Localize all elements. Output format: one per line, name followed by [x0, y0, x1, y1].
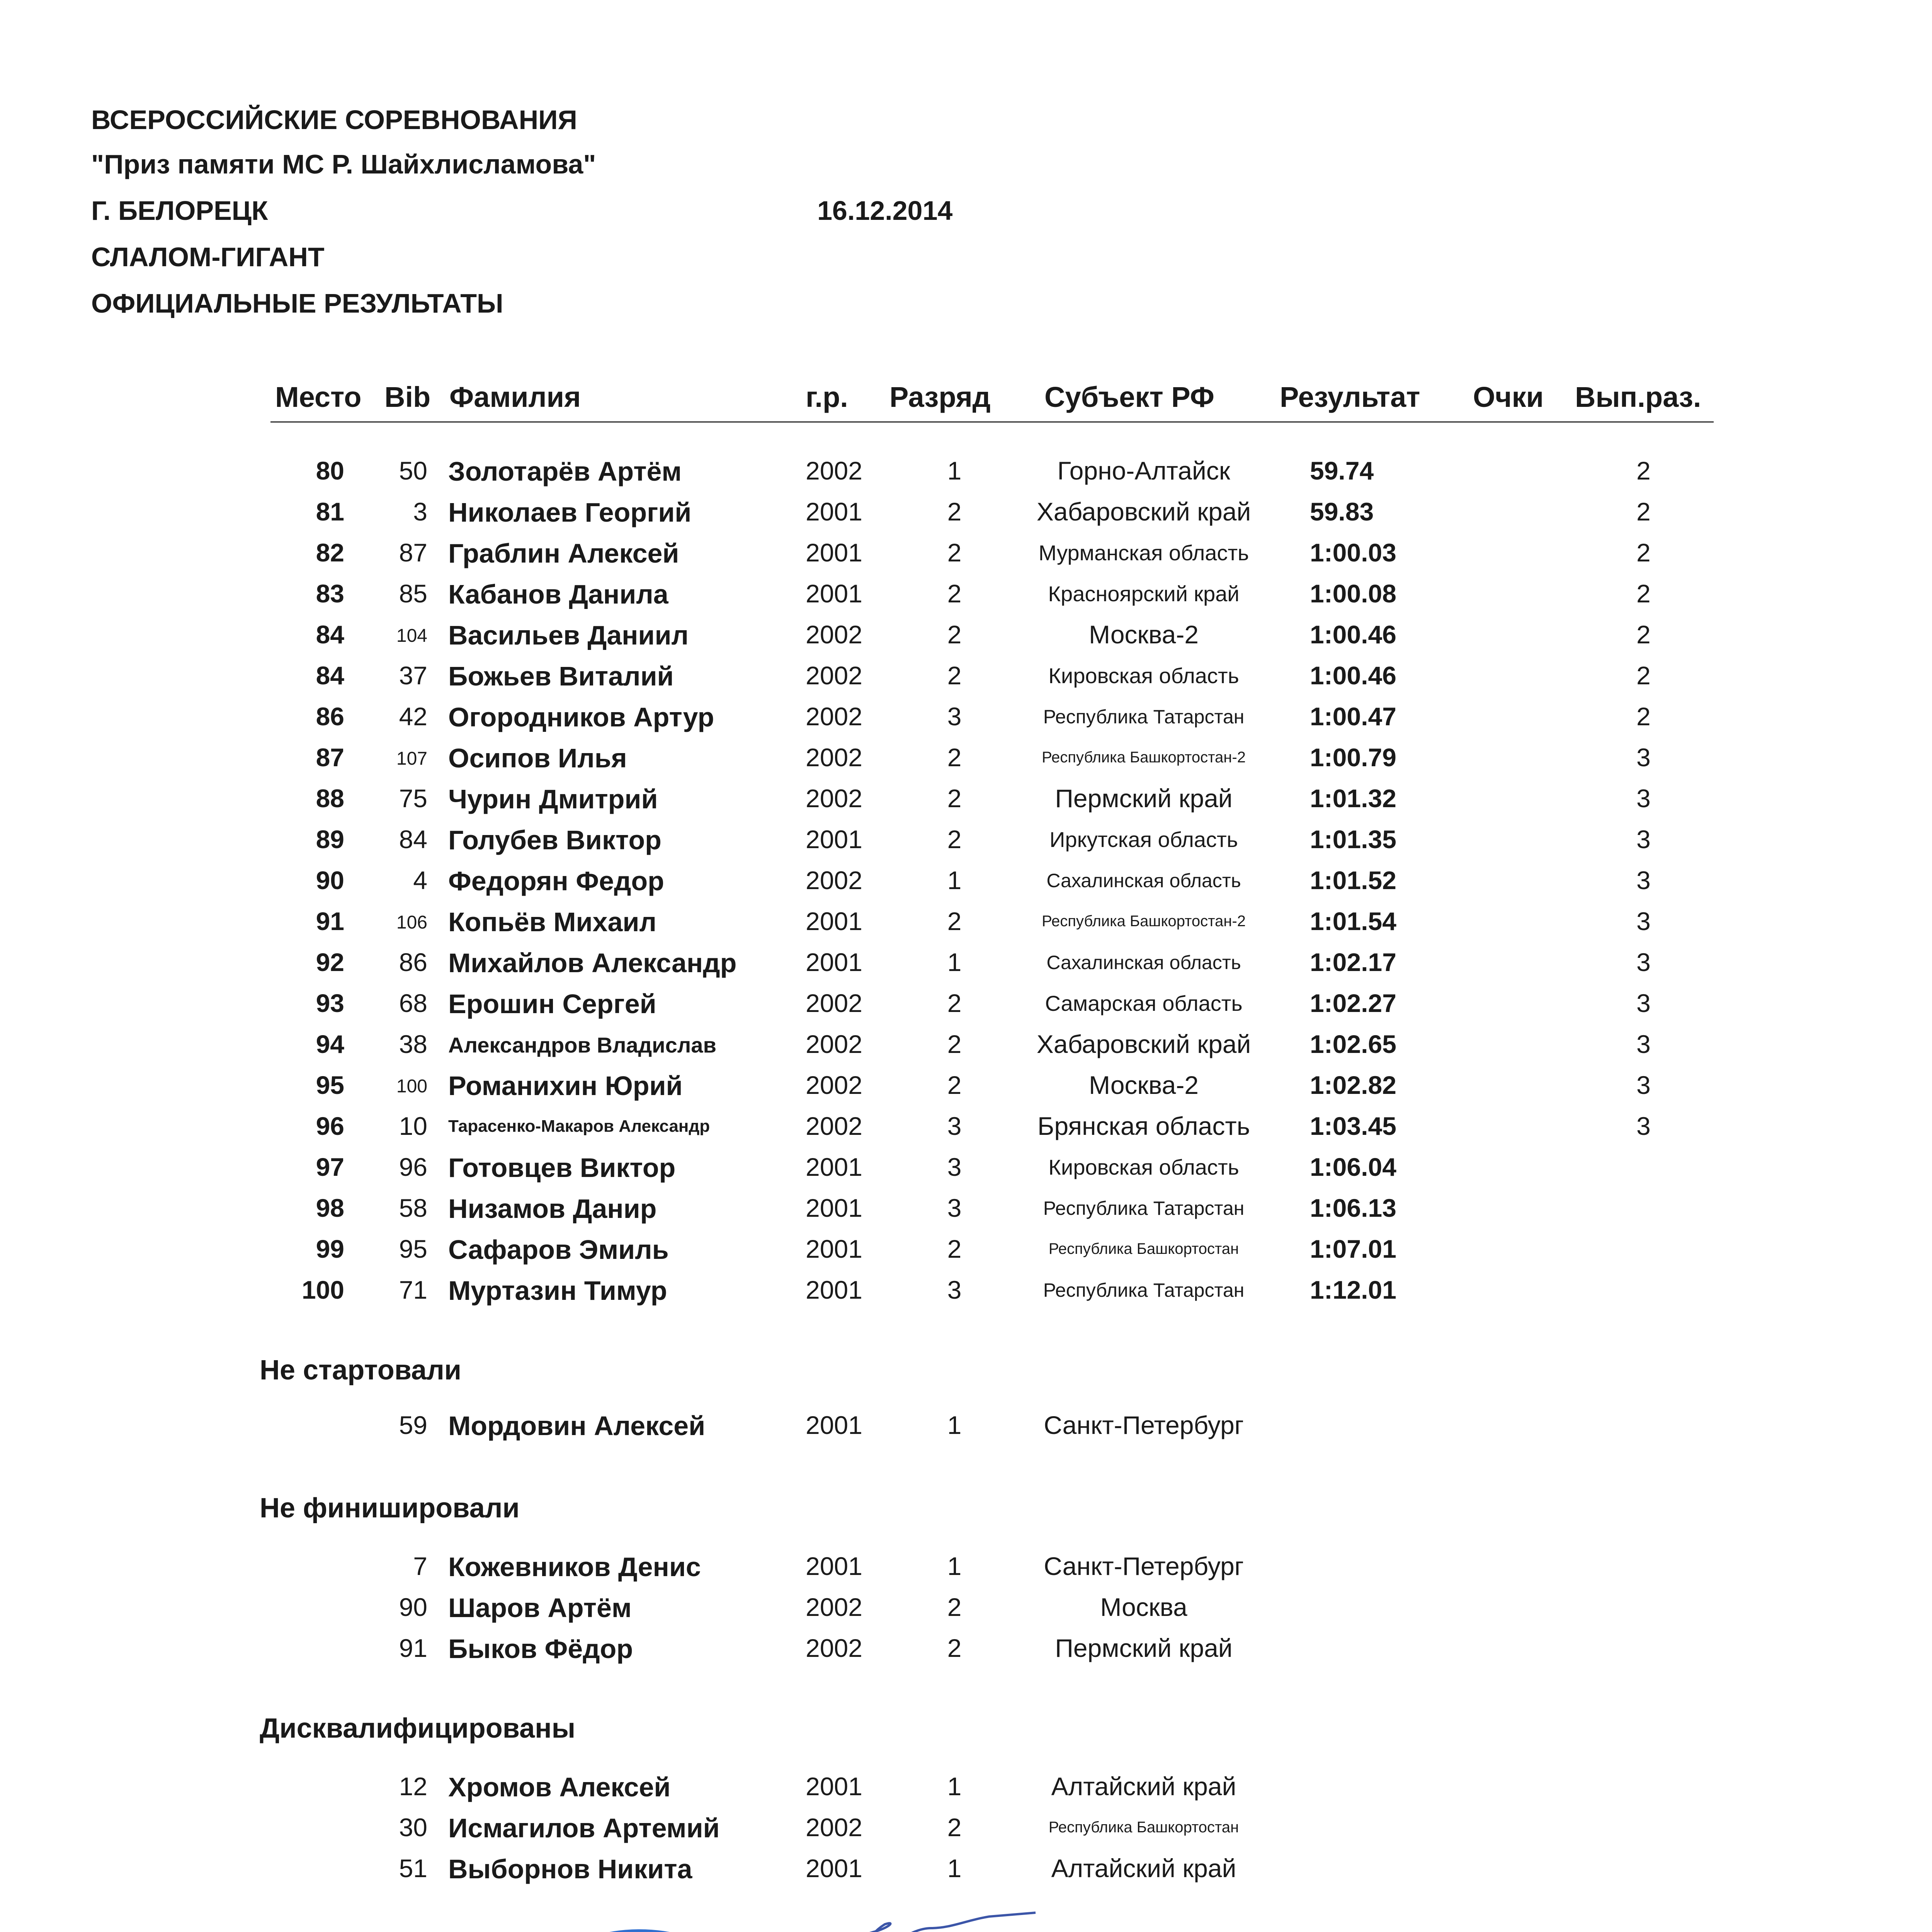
- rank-cell: 2: [947, 538, 962, 567]
- result-cell: 1:00.47: [1310, 702, 1396, 731]
- table-row: 83 85 Кабанов Данила 2001 2 Красноярский край 1:00.08 2: [0, 579, 1932, 619]
- name-cell: Ерошин Сергей: [448, 989, 656, 1019]
- dns-title: Не стартовали: [260, 1355, 462, 1386]
- table-row: 99 95 Сафаров Эмиль 2001 2 Республика Башкортостан 1:07.01: [0, 1234, 1932, 1275]
- col-subject: Субъект РФ: [1044, 381, 1214, 413]
- result-cell: 1:00.46: [1310, 661, 1396, 690]
- table-row: 96 10 Тарасенко-Макаров Александр 2002 3 Брянская область 1:03.45 3: [0, 1111, 1932, 1152]
- name-cell: Выборнов Никита: [448, 1854, 692, 1884]
- result-cell: 1:06.13: [1310, 1194, 1396, 1222]
- bib-cell: 37: [399, 661, 427, 690]
- result-cell: 1:06.04: [1310, 1153, 1396, 1181]
- bib-cell: 42: [399, 702, 427, 731]
- result-cell: 1:00.03: [1310, 538, 1396, 567]
- table-row: 30 Исмагилов Артемий 2002 2 Республика Башкортостан: [0, 1813, 1932, 1853]
- name-cell: Золотарёв Артём: [448, 456, 682, 486]
- table-row: 95 100 Романихин Юрий 2002 2 Москва-2 1:02.82 3: [0, 1070, 1932, 1111]
- year-cell: 2002: [806, 989, 862, 1017]
- bib-cell: 38: [399, 1030, 427, 1058]
- runs-cell: 2: [1636, 538, 1651, 567]
- runs-cell: 2: [1636, 579, 1651, 608]
- name-cell: Шаров Артём: [448, 1593, 632, 1623]
- runs-cell: 3: [1636, 743, 1651, 772]
- place-cell: 94: [316, 1030, 344, 1058]
- col-bib: Bib: [384, 381, 431, 413]
- bib-cell: 50: [399, 456, 427, 485]
- name-cell: Михайлов Александр: [448, 948, 737, 978]
- rank-cell: 2: [947, 497, 962, 526]
- year-cell: 2001: [806, 1194, 862, 1222]
- year-cell: 2001: [806, 1411, 862, 1439]
- year-cell: 2002: [806, 620, 862, 649]
- table-row: 100 71 Муртазин Тимур 2001 3 Республика Татарстан 1:12.01: [0, 1275, 1932, 1316]
- place-cell: 95: [316, 1071, 344, 1099]
- event-subtitle: "Приз памяти МС Р. Шайхлисламова": [91, 149, 596, 179]
- table-row: 88 75 Чурин Дмитрий 2002 2 Пермский край 1:01.32 3: [0, 784, 1932, 824]
- name-cell: Низамов Данир: [448, 1194, 657, 1224]
- rank-cell: 2: [947, 743, 962, 772]
- bib-cell: 90: [399, 1593, 427, 1621]
- rank-cell: 2: [947, 1030, 962, 1058]
- place-cell: 90: [316, 866, 344, 895]
- name-cell: Кожевников Денис: [448, 1552, 701, 1582]
- result-cell: 1:00.08: [1310, 579, 1396, 608]
- result-cell: 1:00.46: [1310, 620, 1396, 649]
- place-cell: 96: [316, 1112, 344, 1140]
- place-cell: 100: [301, 1276, 344, 1304]
- bib-cell: 58: [399, 1194, 427, 1222]
- name-cell: Николаев Георгий: [448, 497, 692, 527]
- table-row: 86 42 Огородников Артур 2002 3 Республика Татарстан 1:00.47 2: [0, 702, 1932, 742]
- bib-cell: 87: [399, 538, 427, 567]
- runs-cell: 3: [1636, 825, 1651, 854]
- table-row: 93 68 Ерошин Сергей 2002 2 Самарская область 1:02.27 3: [0, 988, 1932, 1029]
- table-row: 84 37 Божьев Виталий 2002 2 Кировская область 1:00.46 2: [0, 661, 1932, 701]
- rank-cell: 1: [947, 1552, 962, 1580]
- rank-cell: 3: [947, 1153, 962, 1181]
- year-cell: 2001: [806, 825, 862, 854]
- table-row: 51 Выборнов Никита 2001 1 Алтайский край: [0, 1854, 1932, 1894]
- bib-cell: 30: [399, 1813, 427, 1842]
- table-row: 89 84 Голубев Виктор 2001 2 Иркутская область 1:01.35 3: [0, 825, 1932, 865]
- rank-cell: 2: [947, 1813, 962, 1842]
- year-cell: 2002: [806, 1112, 862, 1140]
- year-cell: 2001: [806, 1854, 862, 1883]
- result-cell: 1:07.01: [1310, 1235, 1396, 1263]
- result-cell: 1:03.45: [1310, 1112, 1396, 1140]
- col-points: Очки: [1473, 381, 1544, 413]
- name-cell: Васильев Даниил: [448, 620, 689, 650]
- name-cell: Хромов Алексей: [448, 1772, 671, 1802]
- header-rule: [270, 421, 1714, 423]
- event-discipline: СЛАЛОМ-ГИГАНТ: [91, 242, 325, 272]
- result-cell: 1:00.79: [1310, 743, 1396, 772]
- event-date: 16.12.2014: [817, 196, 953, 226]
- name-cell: Александров Владислав: [448, 1033, 716, 1057]
- place-cell: 80: [316, 456, 344, 485]
- table-row: 12 Хромов Алексей 2001 1 Алтайский край: [0, 1772, 1932, 1812]
- place-cell: 83: [316, 579, 344, 608]
- rank-cell: 1: [947, 456, 962, 485]
- bib-cell: 7: [413, 1552, 427, 1580]
- year-cell: 2001: [806, 1552, 862, 1580]
- place-cell: 84: [316, 661, 344, 690]
- year-cell: 2002: [806, 866, 862, 895]
- year-cell: 2002: [806, 1071, 862, 1099]
- rank-cell: 2: [947, 1593, 962, 1621]
- place-cell: 88: [316, 784, 344, 813]
- year-cell: 2002: [806, 743, 862, 772]
- rank-cell: 3: [947, 1112, 962, 1140]
- table-row: 91 106 Копьёв Михаил 2001 2 Республика Башкортостан-2 1:01.54 3: [0, 906, 1932, 947]
- name-cell: Чурин Дмитрий: [448, 784, 658, 814]
- result-cell: 1:02.82: [1310, 1071, 1396, 1099]
- table-row: 91 Быков Фёдор 2002 2 Пермский край: [0, 1633, 1932, 1674]
- year-cell: 2002: [806, 1030, 862, 1058]
- year-cell: 2002: [806, 702, 862, 731]
- table-row: 7 Кожевников Денис 2001 1 Санкт-Петербург: [0, 1551, 1932, 1592]
- year-cell: 2002: [806, 1634, 862, 1662]
- year-cell: 2002: [806, 661, 862, 690]
- result-cell: 1:02.65: [1310, 1030, 1396, 1058]
- table-row: 97 96 Готовцев Виктор 2001 3 Кировская область 1:06.04: [0, 1152, 1932, 1193]
- place-cell: 81: [316, 497, 344, 526]
- place-cell: 86: [316, 702, 344, 731]
- runs-cell: 3: [1636, 989, 1651, 1017]
- rank-cell: 3: [947, 1276, 962, 1304]
- table-row: 81 3 Николаев Георгий 2001 2 Хабаровский край 59.83 2: [0, 497, 1932, 537]
- bib-cell: 100: [396, 1076, 427, 1097]
- name-cell: Голубев Виктор: [448, 825, 662, 855]
- rank-cell: 3: [947, 702, 962, 731]
- place-cell: 97: [316, 1153, 344, 1181]
- table-row: 94 38 Александров Владислав 2002 2 Хабаровский край 1:02.65 3: [0, 1029, 1932, 1070]
- year-cell: 2001: [806, 1772, 862, 1801]
- year-cell: 2001: [806, 1276, 862, 1304]
- bib-cell: 107: [396, 748, 427, 769]
- rank-cell: 2: [947, 989, 962, 1017]
- table-row: 92 86 Михайлов Александр 2001 1 Сахалинская область 1:02.17 3: [0, 947, 1932, 988]
- result-cell: 1:02.17: [1310, 948, 1396, 976]
- bib-cell: 86: [399, 948, 427, 976]
- rank-cell: 2: [947, 825, 962, 854]
- bib-cell: 95: [399, 1235, 427, 1263]
- bib-cell: 85: [399, 579, 427, 608]
- rank-cell: 2: [947, 661, 962, 690]
- result-cell: 1:01.32: [1310, 784, 1396, 813]
- rank-cell: 2: [947, 907, 962, 935]
- rank-cell: 2: [947, 1634, 962, 1662]
- bib-cell: 96: [399, 1153, 427, 1181]
- name-cell: Кабанов Данила: [448, 579, 668, 609]
- name-cell: Сафаров Эмиль: [448, 1235, 669, 1265]
- name-cell: Романихин Юрий: [448, 1071, 683, 1101]
- result-cell: 59.83: [1310, 497, 1374, 526]
- col-name: Фамилия: [449, 381, 581, 413]
- bib-cell: 51: [399, 1854, 427, 1883]
- place-cell: 93: [316, 989, 344, 1017]
- name-cell: Тарасенко-Макаров Александр: [448, 1117, 710, 1136]
- table-row: 98 58 Низамов Данир 2001 3 Республика Татарстан 1:06.13: [0, 1193, 1932, 1234]
- place-cell: 99: [316, 1235, 344, 1263]
- name-cell: Осипов Илья: [448, 743, 627, 773]
- year-cell: 2001: [806, 1235, 862, 1263]
- year-cell: 2001: [806, 538, 862, 567]
- runs-cell: 2: [1636, 661, 1651, 690]
- place-cell: 87: [316, 743, 344, 772]
- table-row: 82 87 Граблин Алексей 2001 2 Мурманская область 1:00.03 2: [0, 538, 1932, 578]
- name-cell: Исмагилов Артемий: [448, 1813, 720, 1843]
- name-cell: Муртазин Тимур: [448, 1276, 667, 1306]
- place-cell: 89: [316, 825, 344, 854]
- bib-cell: 84: [399, 825, 427, 854]
- bib-cell: 4: [413, 866, 427, 895]
- runs-cell: 3: [1636, 948, 1651, 976]
- col-place: Место: [275, 381, 362, 413]
- table-row: 87 107 Осипов Илья 2002 2 Республика Башкортостан-2 1:00.79 3: [0, 743, 1932, 783]
- result-cell: 59.74: [1310, 456, 1374, 485]
- rank-cell: 2: [947, 620, 962, 649]
- name-cell: Божьев Виталий: [448, 661, 674, 691]
- rank-cell: 1: [947, 1411, 962, 1439]
- bib-cell: 71: [399, 1276, 427, 1304]
- runs-cell: 2: [1636, 702, 1651, 731]
- col-year: г.р.: [806, 381, 848, 413]
- bib-cell: 104: [396, 626, 427, 646]
- dsq-title: Дисквалифицированы: [260, 1713, 576, 1744]
- event-title: ВСЕРОССИЙСКИЕ СОРЕВНОВАНИЯ: [91, 105, 577, 135]
- place-cell: 91: [316, 907, 344, 935]
- official-stamp: [466, 1924, 813, 1932]
- name-cell: Огородников Артур: [448, 702, 714, 732]
- result-cell: 1:02.27: [1310, 989, 1396, 1017]
- year-cell: 2001: [806, 497, 862, 526]
- bib-cell: 10: [399, 1112, 427, 1140]
- name-cell: Федорян Федор: [448, 866, 664, 896]
- result-cell: 1:01.35: [1310, 825, 1396, 854]
- place-cell: 82: [316, 538, 344, 567]
- rank-cell: 1: [947, 1772, 962, 1801]
- table-row: 59 Мордовин Алексей 2001 1 Санкт-Петербург: [0, 1410, 1932, 1451]
- runs-cell: 3: [1636, 866, 1651, 895]
- runs-cell: 3: [1636, 1030, 1651, 1058]
- rank-cell: 2: [947, 1071, 962, 1099]
- year-cell: 2002: [806, 1593, 862, 1621]
- bib-cell: 75: [399, 784, 427, 813]
- runs-cell: 2: [1636, 620, 1651, 649]
- year-cell: 2002: [806, 1813, 862, 1842]
- name-cell: Готовцев Виктор: [448, 1153, 676, 1183]
- place-cell: 92: [316, 948, 344, 976]
- rank-cell: 1: [947, 866, 962, 895]
- col-result: Результат: [1280, 381, 1420, 413]
- runs-cell: 3: [1636, 907, 1651, 935]
- rank-cell: 1: [947, 1854, 962, 1883]
- dnf-title: Не финишировали: [260, 1493, 520, 1524]
- bib-cell: 91: [399, 1634, 427, 1662]
- rank-cell: 1: [947, 948, 962, 976]
- runs-cell: 3: [1636, 1071, 1651, 1099]
- name-cell: Быков Фёдор: [448, 1634, 633, 1664]
- name-cell: Граблин Алексей: [448, 538, 679, 568]
- bib-cell: 106: [396, 912, 427, 933]
- event-location: Г. БЕЛОРЕЦК: [91, 196, 268, 226]
- table-row: 90 4 Федорян Федор 2002 1 Сахалинская область 1:01.52 3: [0, 866, 1932, 906]
- year-cell: 2001: [806, 907, 862, 935]
- name-cell: Копьёв Михаил: [448, 907, 656, 937]
- table-row: 80 50 Золотарёв Артём 2002 1 Горно-Алтайск 59.74 2: [0, 456, 1932, 497]
- bib-cell: 12: [399, 1772, 427, 1801]
- result-cell: 1:01.52: [1310, 866, 1396, 895]
- rank-cell: 3: [947, 1194, 962, 1222]
- col-runs: Вып.раз.: [1575, 381, 1701, 413]
- col-rank: Разряд: [889, 381, 991, 413]
- year-cell: 2001: [806, 1153, 862, 1181]
- table-row: 84 104 Васильев Даниил 2002 2 Москва-2 1:00.46 2: [0, 620, 1932, 660]
- runs-cell: 3: [1636, 1112, 1651, 1140]
- runs-cell: 2: [1636, 456, 1651, 485]
- runs-cell: 2: [1636, 497, 1651, 526]
- result-cell: 1:01.54: [1310, 907, 1396, 935]
- rank-cell: 2: [947, 579, 962, 608]
- year-cell: 2002: [806, 456, 862, 485]
- place-cell: 84: [316, 620, 344, 649]
- results-status: ОФИЦИАЛЬНЫЕ РЕЗУЛЬТАТЫ: [91, 288, 503, 318]
- bib-cell: 59: [399, 1411, 427, 1439]
- year-cell: 2001: [806, 948, 862, 976]
- result-cell: 1:12.01: [1310, 1276, 1396, 1304]
- table-row: 90 Шаров Артём 2002 2 Москва: [0, 1592, 1932, 1633]
- year-cell: 2002: [806, 784, 862, 813]
- rank-cell: 2: [947, 1235, 962, 1263]
- rank-cell: 2: [947, 784, 962, 813]
- runs-cell: 3: [1636, 784, 1651, 813]
- bib-cell: 3: [413, 497, 427, 526]
- place-cell: 98: [316, 1194, 344, 1222]
- name-cell: Мордовин Алексей: [448, 1411, 706, 1441]
- year-cell: 2001: [806, 579, 862, 608]
- bib-cell: 68: [399, 989, 427, 1017]
